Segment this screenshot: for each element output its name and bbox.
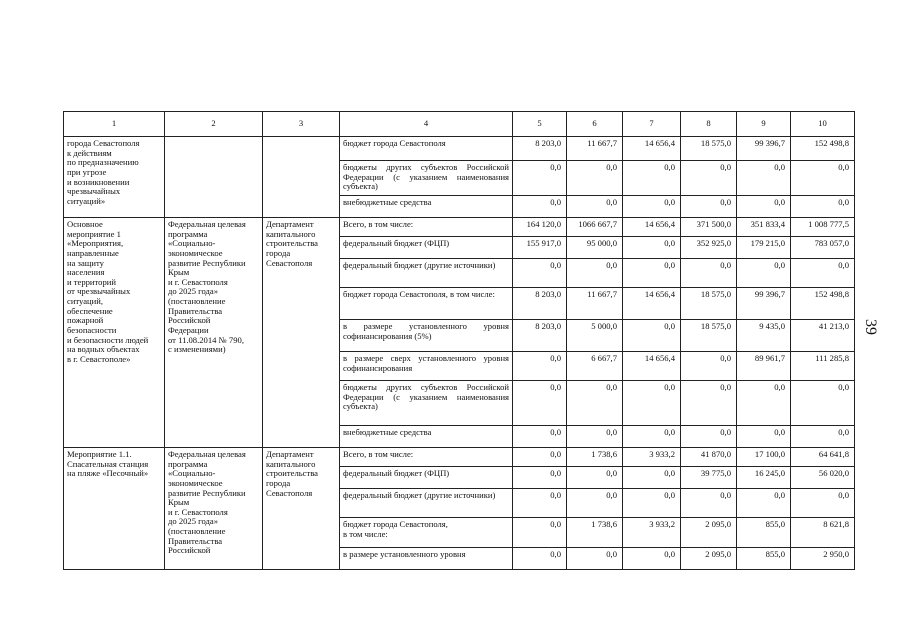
- amount-cell: 0,0: [623, 237, 681, 259]
- header-cell: 10: [791, 112, 855, 137]
- amount-cell: 0,0: [737, 161, 791, 196]
- amount-cell: 0,0: [513, 426, 567, 448]
- executor-cell: Департамент капитального строительства города Севастополя: [263, 218, 340, 448]
- amount-cell: 95 000,0: [567, 237, 623, 259]
- amount-cell: 371 500,0: [681, 218, 737, 237]
- amount-cell: 0,0: [567, 381, 623, 426]
- amount-cell: 2 950,0: [791, 548, 855, 570]
- event-name-cell: Мероприятие 1.1. Спасательная станция на пляже «Песочный»: [64, 448, 165, 570]
- amount-cell: 855,0: [737, 518, 791, 548]
- amount-cell: 0,0: [791, 381, 855, 426]
- table-body: [64, 137, 855, 570]
- amount-cell: 0,0: [513, 448, 567, 467]
- program-cell: Федеральная целевая программа «Социально- экономическое развитие Республики Крым и г. Севастополя до 2025 года» (постановление Правительства Российской: [165, 448, 263, 570]
- funding-source-cell: федеральный бюджет (ФЦП): [340, 237, 513, 259]
- amount-cell: 164 120,0: [513, 218, 567, 237]
- amount-cell: 64 641,8: [791, 448, 855, 467]
- amount-cell: 0,0: [513, 548, 567, 570]
- amount-cell: 0,0: [791, 489, 855, 518]
- event-name-cell: города Севастополя к действиям по предназначению при угрозе и возникновении чрезвычайных ситуаций»: [64, 137, 165, 218]
- amount-cell: 0,0: [513, 259, 567, 288]
- amount-cell: 0,0: [567, 489, 623, 518]
- amount-cell: 0,0: [681, 259, 737, 288]
- funding-source-cell: федеральный бюджет (другие источники): [340, 259, 513, 288]
- amount-cell: 9 435,0: [737, 320, 791, 352]
- amount-cell: 17 100,0: [737, 448, 791, 467]
- amount-cell: 1066 667,7: [567, 218, 623, 237]
- amount-cell: 855,0: [737, 548, 791, 570]
- amount-cell: 14 656,4: [623, 288, 681, 320]
- amount-cell: 0,0: [567, 196, 623, 218]
- amount-cell: 99 396,7: [737, 288, 791, 320]
- amount-cell: 0,0: [623, 320, 681, 352]
- funding-source-cell: внебюджетные средства: [340, 196, 513, 218]
- funding-source-cell: бюджет города Севастополя: [340, 137, 513, 161]
- amount-cell: 0,0: [567, 467, 623, 489]
- amount-cell: 351 833,4: [737, 218, 791, 237]
- header-cell: 5: [513, 112, 567, 137]
- amount-cell: 14 656,4: [623, 218, 681, 237]
- amount-cell: 16 245,0: [737, 467, 791, 489]
- funding-source-cell: бюджеты других субъектов Российской Федерации (с указанием наименования субъекта): [340, 381, 513, 426]
- amount-cell: 0,0: [513, 467, 567, 489]
- header-cell: 3: [263, 112, 340, 137]
- header-cell: 1: [64, 112, 165, 137]
- amount-cell: 8 203,0: [513, 320, 567, 352]
- amount-cell: 8 203,0: [513, 288, 567, 320]
- amount-cell: 152 498,8: [791, 137, 855, 161]
- amount-cell: 18 575,0: [681, 137, 737, 161]
- amount-cell: 18 575,0: [681, 288, 737, 320]
- amount-cell: 2 095,0: [681, 548, 737, 570]
- amount-cell: 1 738,6: [567, 448, 623, 467]
- amount-cell: 0,0: [681, 161, 737, 196]
- table-row: [64, 218, 855, 237]
- amount-cell: 111 285,8: [791, 352, 855, 381]
- amount-cell: 2 095,0: [681, 518, 737, 548]
- funding-source-cell: Всего, в том числе:: [340, 218, 513, 237]
- amount-cell: 0,0: [681, 426, 737, 448]
- amount-cell: 0,0: [737, 489, 791, 518]
- amount-cell: 0,0: [791, 196, 855, 218]
- amount-cell: 0,0: [513, 489, 567, 518]
- page-number: 39: [862, 319, 879, 335]
- amount-cell: 0,0: [623, 489, 681, 518]
- amount-cell: 0,0: [513, 196, 567, 218]
- amount-cell: 0,0: [737, 259, 791, 288]
- amount-cell: 0,0: [791, 426, 855, 448]
- amount-cell: 89 961,7: [737, 352, 791, 381]
- amount-cell: 0,0: [623, 196, 681, 218]
- header-cell: 7: [623, 112, 681, 137]
- header-cell: 9: [737, 112, 791, 137]
- amount-cell: 352 925,0: [681, 237, 737, 259]
- header-cell: 4: [340, 112, 513, 137]
- amount-cell: 0,0: [623, 548, 681, 570]
- amount-cell: 14 656,4: [623, 137, 681, 161]
- executor-cell: Департамент капитального строительства города Севастополя: [263, 448, 340, 570]
- executor-cell: [263, 137, 340, 218]
- amount-cell: 41 213,0: [791, 320, 855, 352]
- amount-cell: 0,0: [567, 161, 623, 196]
- amount-cell: 783 057,0: [791, 237, 855, 259]
- funding-source-cell: бюджеты других субъектов Российской Федерации (с указанием наименования субъекта): [340, 161, 513, 196]
- amount-cell: 0,0: [737, 426, 791, 448]
- funding-source-cell: федеральный бюджет (ФЦП): [340, 467, 513, 489]
- amount-cell: 0,0: [681, 489, 737, 518]
- amount-cell: 0,0: [681, 352, 737, 381]
- header-cell: 2: [165, 112, 263, 137]
- table-row: [64, 137, 855, 161]
- amount-cell: 11 667,7: [567, 288, 623, 320]
- funding-source-cell: в размере установленного уровня софинансирования (5%): [340, 320, 513, 352]
- amount-cell: 14 656,4: [623, 352, 681, 381]
- amount-cell: 0,0: [567, 259, 623, 288]
- amount-cell: 3 933,2: [623, 448, 681, 467]
- funding-source-cell: бюджет города Севастополя, в том числе:: [340, 518, 513, 548]
- amount-cell: 0,0: [513, 352, 567, 381]
- funding-source-cell: в размере сверх установленного уровня софинансирования: [340, 352, 513, 381]
- funding-source-cell: Всего, в том числе:: [340, 448, 513, 467]
- program-cell: [165, 137, 263, 218]
- amount-cell: 18 575,0: [681, 320, 737, 352]
- amount-cell: 0,0: [791, 259, 855, 288]
- funding-source-cell: в размере установленного уровня: [340, 548, 513, 570]
- amount-cell: 0,0: [791, 161, 855, 196]
- header-cell: 6: [567, 112, 623, 137]
- amount-cell: 0,0: [623, 467, 681, 489]
- amount-cell: 8 621,8: [791, 518, 855, 548]
- amount-cell: 152 498,8: [791, 288, 855, 320]
- amount-cell: 41 870,0: [681, 448, 737, 467]
- amount-cell: 179 215,0: [737, 237, 791, 259]
- amount-cell: 3 933,2: [623, 518, 681, 548]
- funding-table: [63, 111, 855, 570]
- amount-cell: 39 775,0: [681, 467, 737, 489]
- program-cell: Федеральная целевая программа «Социально- экономическое развитие Республики Крым и г. Севастополя до 2025 года» (постановление Правительства Российской Федерации от 11.08.2014 № 790, с изменениями): [165, 218, 263, 448]
- amount-cell: 0,0: [623, 381, 681, 426]
- amount-cell: 0,0: [623, 426, 681, 448]
- amount-cell: 11 667,7: [567, 137, 623, 161]
- amount-cell: 0,0: [681, 381, 737, 426]
- amount-cell: 0,0: [567, 426, 623, 448]
- header-row: [64, 112, 855, 137]
- amount-cell: 0,0: [737, 381, 791, 426]
- amount-cell: 8 203,0: [513, 137, 567, 161]
- amount-cell: 56 020,0: [791, 467, 855, 489]
- amount-cell: 0,0: [623, 259, 681, 288]
- amount-cell: 1 008 777,5: [791, 218, 855, 237]
- amount-cell: 155 917,0: [513, 237, 567, 259]
- amount-cell: 0,0: [623, 161, 681, 196]
- amount-cell: 1 738,6: [567, 518, 623, 548]
- funding-source-cell: внебюджетные средства: [340, 426, 513, 448]
- event-name-cell: Основное мероприятие 1 «Мероприятия, направленные на защиту населения и территорий от чрезвычайных ситуаций, обеспечение пожарной безопасности и безопасности людей на водных объектах в г. Севастополе»: [64, 218, 165, 448]
- table-row: [64, 448, 855, 467]
- amount-cell: 0,0: [513, 381, 567, 426]
- header-cell: 8: [681, 112, 737, 137]
- funding-source-cell: федеральный бюджет (другие источники): [340, 489, 513, 518]
- amount-cell: 0,0: [513, 518, 567, 548]
- amount-cell: 0,0: [513, 161, 567, 196]
- amount-cell: 0,0: [567, 548, 623, 570]
- amount-cell: 0,0: [737, 196, 791, 218]
- amount-cell: 6 667,7: [567, 352, 623, 381]
- funding-source-cell: бюджет города Севастополя, в том числе:: [340, 288, 513, 320]
- amount-cell: 99 396,7: [737, 137, 791, 161]
- amount-cell: 0,0: [681, 196, 737, 218]
- amount-cell: 5 000,0: [567, 320, 623, 352]
